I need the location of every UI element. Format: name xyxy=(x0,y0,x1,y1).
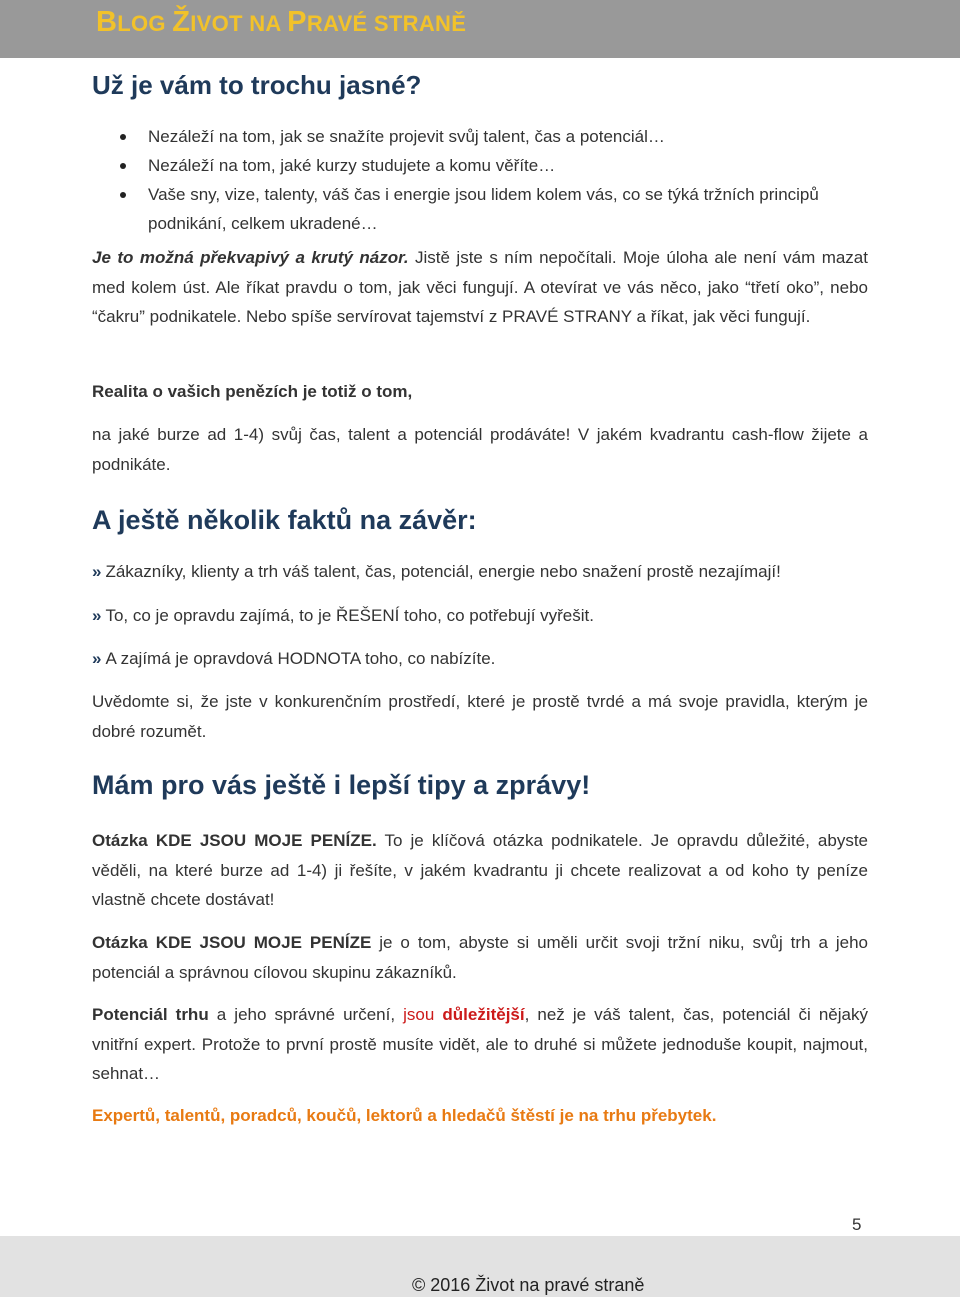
arrow-icon: » xyxy=(92,562,102,581)
paragraph-opinion xyxy=(92,243,868,332)
section-heading-tips: Mám pro vás ještě i lepší tipy a zprávy! xyxy=(92,770,591,800)
paragraph-exchange: na jaké burze ad 1-4) svůj čas, talent a potenciál prodáváte! V jakém kvadrantu cash-flow žijete a podnikáte. xyxy=(92,425,868,474)
paragraph-competition: Uvědomte si, že jste v konkurenčním prostředí, které je prostě tvrdé a má svoje pravidla, kterým je dobré rozumět. xyxy=(92,692,868,741)
list-item: Nezáleží na tom, jak se snažíte projevit svůj talent, čas a potenciál… xyxy=(92,122,868,151)
page-number: 5 xyxy=(852,1215,862,1234)
opinion-lead: Je to možná překvapivý a krutý názor. xyxy=(92,248,409,267)
footer-copyright: © 2016 Život na pravé straně xyxy=(412,1275,645,1295)
arrow-icon: » xyxy=(92,606,102,625)
opinion-text: Jistě jste s ním nepočítali. Moje úloha ale není vám mazat med kolem úst. Ale říkat pravdu o tom, jak věci fungují. A otevírat ve vás něco, jako “třetí oko”, nebo “čakru” podnikatele. Nebo spíše servírovat tajemství z PRAVÉ STRANY a říkat, jak věci fungují. xyxy=(92,248,868,326)
paragraph-where-money: Otázka KDE JSOU MOJE PENÍZE. To je klíčová otázka podnikatele. Je opravdu důležité, abyste věděli, na které burze ad 1-4) ji řešíte, v jakém kvadrantu ji chcete realizovat a od koho ty peníze vlastně chcete dostávat! xyxy=(92,831,868,909)
header-bar xyxy=(0,0,960,58)
header-title: BLOG ŽIVOT NA PRAVÉ STRANĚ xyxy=(96,6,467,38)
paragraph-reality: Realita o vašich penězích je totiž o tom, xyxy=(92,382,413,401)
fact-item: » Zákazníky, klienty a trh váš talent, čas, potenciál, energie nebo snažení prostě nezajímají! xyxy=(92,562,781,581)
section-heading-clear: Už je vám to trochu jasné? xyxy=(92,70,422,100)
arrow-icon: » xyxy=(92,649,102,668)
paragraph-market-potential: Potenciál trhu a jeho správné určení, jsou důležitější, než je váš talent, čas, potenciál či nějaký vnitřní expert. Protože to první prostě musíte vidět, ale to druhé si můžete jednoduše koupit, najmout, sehnat… xyxy=(92,1005,868,1083)
fact-item: » To, co je opravdu zajímá, to je ŘEŠENÍ toho, co potřebují vyřešit. xyxy=(92,606,594,625)
bullet-list xyxy=(92,122,868,238)
list-item: Nezáleží na tom, jaké kurzy studujete a komu věříte… xyxy=(92,151,868,180)
highlight-surplus: Expertů, talentů, poradců, koučů, lektorů a hledačů štěstí je na trhu přebytek. xyxy=(92,1106,717,1125)
section-heading-facts: A ještě několik faktů na závěr: xyxy=(92,505,477,535)
paragraph-market-niche: Otázka KDE JSOU MOJE PENÍZE je o tom, abyste si uměli určit svoji tržní niku, svůj trh a jeho potenciál a správnou cílovou skupinu zákazníků. xyxy=(92,933,869,982)
fact-item: » A zajímá je opravdová HODNOTA toho, co nabízíte. xyxy=(92,649,496,668)
list-item: Vaše sny, vize, talenty, váš čas i energie jsou lidem kolem vás, co se týká tržních principů podnikání, celkem ukradené… xyxy=(92,180,868,238)
